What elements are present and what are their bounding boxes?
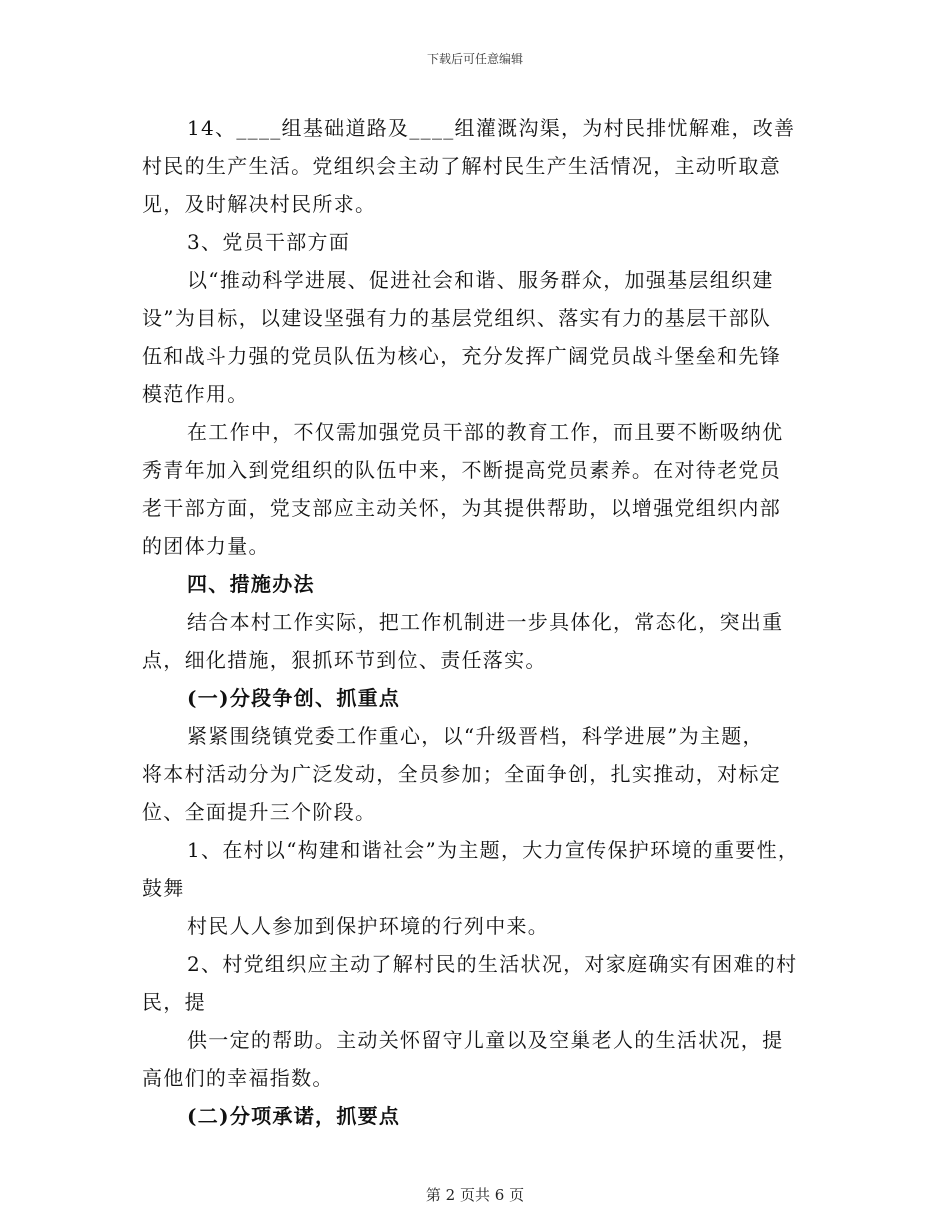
text-line: 见，及时解决村民所求。 xyxy=(142,192,377,216)
text-line: 点，细化措施，狠抓环节到位、责任落实。 xyxy=(142,648,547,672)
text-line: 将本村活动分为广泛发动，全员参加；全面争创，扎实推动，对标定 xyxy=(142,762,781,786)
text-line: 14、____组基础道路及____组灌溉沟渠，为村民排忧解难，改善 xyxy=(187,116,796,140)
text-line: 2、村党组织应主动了解村民的生活状况，对家庭确实有困难的村 xyxy=(187,952,798,976)
text-line: 紧紧围绕镇党委工作重心，以“升级晋档，科学进展”为主题， xyxy=(187,724,764,748)
text-line: 村民的生产生活。党组织会主动了解村民生产生活情况，主动听取意 xyxy=(142,154,781,178)
paragraph xyxy=(142,717,817,831)
paragraph xyxy=(142,413,817,565)
paragraph xyxy=(142,223,817,261)
text-line: 高他们的幸福指数。 xyxy=(142,1066,334,1090)
text-line: 民，提 xyxy=(142,990,206,1014)
section-heading xyxy=(142,679,817,717)
text-line: (二)分项承诺，抓要点 xyxy=(187,1104,401,1128)
text-line: 鼓舞 xyxy=(142,876,185,900)
page-footer: 第 2 页共 6 页 xyxy=(425,1186,525,1204)
text-line: 模范作用。 xyxy=(142,382,249,406)
document-body xyxy=(142,109,817,1135)
paragraph xyxy=(142,109,817,223)
page-header: 下载后可任意编辑 xyxy=(426,52,523,66)
text-line: 1、在村以“构建和谐社会”为主题，大力宣传保护环境的重要性， xyxy=(187,838,800,862)
text-line: 位、全面提升三个阶段。 xyxy=(142,800,377,824)
text-line: 以“推动科学进展、促进社会和谐、服务群众，加强基层组织建 xyxy=(187,268,774,292)
paragraph xyxy=(142,831,817,907)
text-line: 结合本村工作实际，把工作机制进一步具体化，常态化，突出重 xyxy=(187,610,784,634)
section-heading xyxy=(142,565,817,603)
section-heading xyxy=(142,1097,817,1135)
paragraph xyxy=(142,907,817,945)
text-line: 四、措施办法 xyxy=(187,572,315,596)
text-line: 秀青年加入到党组织的队伍中来，不断提高党员素养。在对待老党员 xyxy=(142,458,781,482)
paragraph xyxy=(142,1021,817,1097)
text-line: 设”为目标，以建设坚强有力的基层党组织、落实有力的基层干部队 xyxy=(142,306,772,330)
text-line: (一)分段争创、抓重点 xyxy=(187,686,401,710)
text-line: 的团体力量。 xyxy=(142,534,270,558)
text-line: 村民人人参加到保护环境的行列中来。 xyxy=(187,914,550,938)
text-line: 供一定的帮助。主动关怀留守儿童以及空巢老人的生活状况，提 xyxy=(187,1028,784,1052)
text-line: 3、党员干部方面 xyxy=(187,230,351,254)
paragraph xyxy=(142,945,817,1021)
text-line: 伍和战斗力强的党员队伍为核心，充分发挥广阔党员战斗堡垒和先锋 xyxy=(142,344,781,368)
text-line: 老干部方面，党支部应主动关怀，为其提供帮助，以增强党组织内部 xyxy=(142,496,781,520)
paragraph xyxy=(142,261,817,413)
paragraph xyxy=(142,603,817,679)
text-line: 在工作中，不仅需加强党员干部的教育工作，而且要不断吸纳优 xyxy=(187,420,784,444)
